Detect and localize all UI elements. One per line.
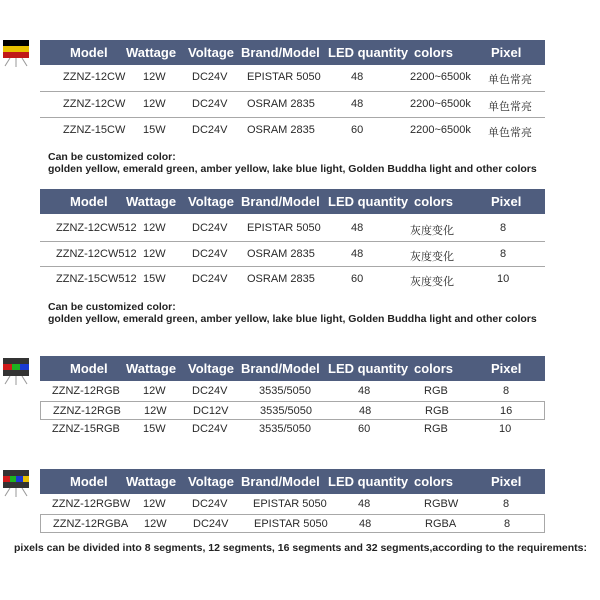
header-wattage: Wattage: [126, 194, 177, 209]
header-voltage: Voltage: [188, 474, 234, 489]
header-led-quantity: LED quantity: [328, 361, 409, 376]
cell-voltage: DC24V: [192, 71, 228, 83]
cell-wattage: 15W: [143, 273, 166, 285]
cell-led-qty: 48: [351, 248, 364, 260]
cell-voltage: DC12V: [193, 405, 229, 417]
header-led-quantity: LED quantity: [328, 194, 409, 209]
cell-pixel: 10: [499, 423, 512, 435]
cell-colors: RGBW: [424, 498, 459, 510]
cell-wattage: 12W: [143, 71, 166, 83]
header-led-quantity: LED quantity: [328, 45, 409, 60]
rgbw-swatch-icon: [3, 470, 29, 488]
cell-model: ZZNZ-15RGB: [52, 423, 120, 435]
cell-pixel: 16: [500, 405, 513, 417]
table-header: [40, 356, 545, 381]
cell-wattage: 12W: [144, 518, 167, 530]
cell-wattage: 15W: [143, 423, 166, 435]
note-colors: golden yellow, emerald green, amber yellow, lake blue light, Golden Buddha light and other colors: [48, 163, 537, 175]
cell-colors: 灰度变化: [410, 251, 454, 263]
cell-led-qty: 48: [359, 405, 372, 417]
cell-voltage: DC24V: [192, 423, 228, 435]
cell-wattage: 12W: [143, 498, 166, 510]
cell-model: ZZNZ-12CW: [63, 71, 126, 83]
table-row: [40, 266, 545, 292]
cell-wattage: 15W: [143, 124, 166, 136]
cell-voltage: DC24V: [192, 124, 228, 136]
table-row: [40, 241, 545, 267]
cell-led-qty: 60: [351, 273, 364, 285]
cell-pixel: 单色常亮: [488, 127, 532, 139]
cell-colors: RGB: [424, 423, 448, 435]
header-brand-model: Brand/Model: [241, 194, 320, 209]
cell-voltage: DC24V: [192, 273, 228, 285]
cell-voltage: DC24V: [193, 518, 229, 530]
note-title: Can be customized color:: [48, 301, 176, 313]
segments-footnote: pixels can be divided into 8 segments, 12 segments, 16 segments and 32 segments,according to the requirements:: [14, 542, 588, 554]
light-rays-icon: [3, 488, 29, 498]
color-swatch-icon: [3, 40, 29, 58]
cell-colors: 2200~6500k: [410, 71, 471, 83]
cell-led-qty: 48: [351, 71, 364, 83]
cell-model: ZZNZ-12CW512: [56, 222, 137, 234]
cell-colors: RGB: [425, 405, 449, 417]
cell-pixel: 8: [504, 518, 511, 530]
cell-brand: EPISTAR 5050: [254, 518, 328, 530]
cell-brand: OSRAM 2835: [247, 98, 315, 110]
table-row: [40, 420, 545, 439]
header-brand-model: Brand/Model: [241, 361, 320, 376]
header-pixel: Pixel: [491, 45, 522, 60]
note-colors: golden yellow, emerald green, amber yellow, lake blue light, Golden Buddha light and other colors: [48, 313, 537, 325]
note-title: Can be customized color:: [48, 151, 176, 163]
header-wattage: Wattage: [126, 45, 177, 60]
cell-brand: EPISTAR 5050: [253, 498, 327, 510]
cell-wattage: 12W: [144, 405, 167, 417]
table-row: [40, 117, 545, 143]
cell-voltage: DC24V: [192, 98, 228, 110]
cell-pixel: 单色常亮: [488, 74, 532, 86]
header-pixel: Pixel: [491, 361, 522, 376]
cell-model: ZZNZ-12CW: [63, 98, 126, 110]
header-model: Model: [70, 45, 108, 60]
header-model: Model: [70, 194, 108, 209]
cell-model: ZZNZ-12RGBA: [53, 518, 129, 530]
cell-pixel: 8: [500, 222, 507, 234]
cell-led-qty: 60: [358, 423, 371, 435]
header-colors: colors: [414, 194, 454, 209]
header-colors: colors: [414, 45, 454, 60]
cell-brand: EPISTAR 5050: [247, 71, 321, 83]
cell-led-qty: 48: [358, 385, 371, 397]
cell-brand: 3535/5050: [260, 405, 312, 417]
cell-colors: RGBA: [425, 518, 457, 530]
cell-brand: OSRAM 2835: [247, 248, 315, 260]
cell-brand: 3535/5050: [259, 423, 311, 435]
cell-pixel: 10: [497, 273, 510, 285]
header-voltage: Voltage: [188, 361, 234, 376]
cell-colors: 2200~6500k: [410, 124, 471, 136]
cell-led-qty: 60: [351, 124, 364, 136]
table-row: [40, 401, 545, 420]
rgb-swatch-icon: [3, 358, 29, 376]
cell-colors: RGB: [424, 385, 448, 397]
header-pixel: Pixel: [491, 474, 522, 489]
header-model: Model: [70, 474, 108, 489]
cell-led-qty: 48: [359, 518, 372, 530]
cell-led-qty: 48: [351, 222, 364, 234]
header-colors: colors: [414, 361, 454, 376]
cell-voltage: DC24V: [192, 498, 228, 510]
cell-pixel: 8: [500, 248, 507, 260]
cell-pixel: 8: [503, 498, 510, 510]
cell-wattage: 12W: [143, 385, 166, 397]
cell-model: ZZNZ-12RGB: [53, 405, 121, 417]
table-header: [40, 469, 545, 494]
cell-model: ZZNZ-12CW512: [56, 248, 137, 260]
cell-wattage: 12W: [143, 98, 166, 110]
header-pixel: Pixel: [491, 194, 522, 209]
cell-brand: EPISTAR 5050: [247, 222, 321, 234]
cell-voltage: DC24V: [192, 222, 228, 234]
header-voltage: Voltage: [188, 194, 234, 209]
cell-voltage: DC24V: [192, 385, 228, 397]
customization-note: [48, 301, 537, 325]
header-brand-model: Brand/Model: [241, 474, 320, 489]
header-model: Model: [70, 361, 108, 376]
cell-led-qty: 48: [358, 498, 371, 510]
cell-wattage: 12W: [143, 222, 166, 234]
table-row: [40, 514, 545, 533]
table-header: [40, 40, 545, 65]
table-header: [40, 189, 545, 214]
cell-model: ZZNZ-15CW512: [56, 273, 137, 285]
header-colors: colors: [414, 474, 454, 489]
cell-led-qty: 48: [351, 98, 364, 110]
header-led-quantity: LED quantity: [328, 474, 409, 489]
cell-brand: OSRAM 2835: [247, 273, 315, 285]
table-row: [40, 382, 545, 401]
table-row: [40, 65, 545, 90]
cell-model: ZZNZ-12RGBW: [52, 498, 131, 510]
cell-pixel: 8: [503, 385, 510, 397]
cell-brand: 3535/5050: [259, 385, 311, 397]
header-brand-model: Brand/Model: [241, 45, 320, 60]
cell-colors: 2200~6500k: [410, 98, 471, 110]
cell-colors: 灰度变化: [410, 225, 454, 237]
cell-model: ZZNZ-15CW: [63, 124, 126, 136]
header-wattage: Wattage: [126, 474, 177, 489]
cell-brand: OSRAM 2835: [247, 124, 315, 136]
light-rays-icon: [3, 376, 29, 386]
cell-pixel: 单色常亮: [488, 101, 532, 113]
header-wattage: Wattage: [126, 361, 177, 376]
cell-wattage: 12W: [143, 248, 166, 260]
cell-colors: 灰度变化: [410, 276, 454, 288]
header-voltage: Voltage: [188, 45, 234, 60]
table-row: [40, 91, 545, 117]
cell-voltage: DC24V: [192, 248, 228, 260]
table-row: [40, 495, 545, 514]
light-rays-icon: [3, 58, 29, 68]
cell-model: ZZNZ-12RGB: [52, 385, 120, 397]
table-row: [40, 216, 545, 241]
customization-note: [48, 151, 537, 175]
